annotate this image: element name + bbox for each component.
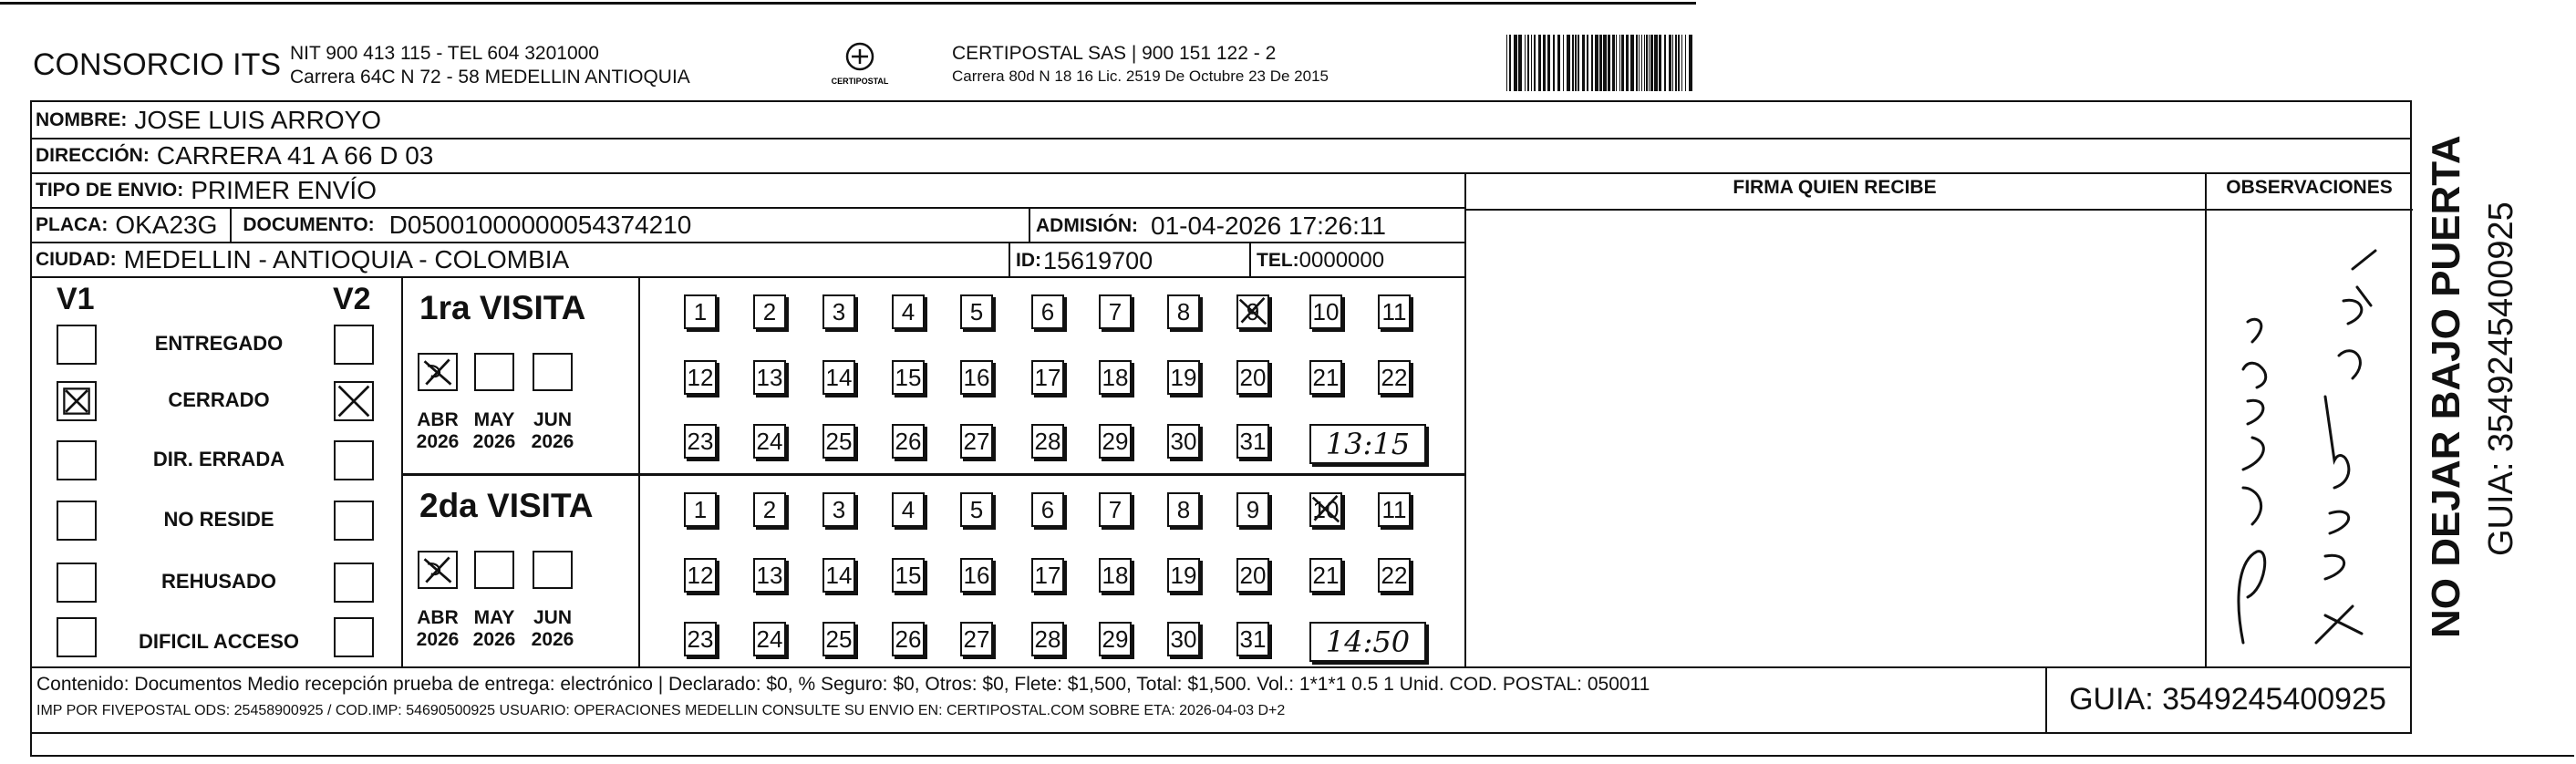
x-mark-icon — [419, 355, 456, 389]
id-label: ID: — [1016, 250, 1041, 271]
barcode-bar — [1669, 35, 1671, 91]
month-label — [465, 409, 523, 453]
day-box[interactable] — [1167, 360, 1200, 395]
status-v1-checkbox[interactable] — [57, 617, 97, 657]
day-number: 10 — [1312, 496, 1340, 523]
day-box[interactable] — [1167, 424, 1200, 459]
day-number: 8 — [1176, 298, 1191, 325]
day-number: 29 — [1102, 428, 1129, 455]
day-box[interactable] — [1236, 622, 1269, 656]
day-number: 4 — [901, 496, 916, 523]
day-box[interactable] — [1167, 622, 1200, 656]
month-year: 2026 — [531, 629, 574, 650]
day-number: 11 — [1381, 298, 1407, 325]
day-number: 3 — [832, 298, 846, 325]
firma-header: FIRMA QUIEN RECIBE — [1733, 177, 1937, 198]
barcode-bar — [1675, 35, 1677, 91]
footer-contenido: Contenido: Documentos Medio recepción prueba de entrega: electrónico | Declarado: $0, % Seguro: $0, Otros: $0, Flete: $1,500, Total: $1,500. Vol.: 1*1*1 0.5 1 Unid. COD. POSTAL: 050011 — [36, 674, 1650, 695]
tipo-label: TIPO DE ENVIO: — [36, 180, 184, 201]
day-number: 31 — [1239, 625, 1267, 653]
ciudad-value: MEDELLIN - ANTIOQUIA - COLOMBIA — [123, 245, 570, 274]
day-number: 26 — [895, 428, 922, 455]
day-box[interactable] — [684, 558, 717, 593]
barcode-bar — [1621, 35, 1624, 91]
day-number: 10 — [1312, 298, 1340, 325]
barcode-bar — [1553, 35, 1555, 91]
day-box[interactable] — [1031, 558, 1064, 593]
day-box[interactable] — [684, 424, 717, 459]
day-box[interactable] — [822, 622, 855, 656]
day-box[interactable] — [822, 492, 855, 527]
tipo-value: PRIMER ENVÍO — [191, 176, 377, 204]
tel-value: 0000000 — [1298, 248, 1385, 273]
day-box[interactable] — [1378, 492, 1411, 527]
direccion-value: CARRERA 41 A 66 D 03 — [156, 141, 434, 170]
day-number: 22 — [1381, 364, 1408, 391]
nombre-value: JOSE LUIS ARROYO — [134, 105, 382, 134]
status-label: NO RESIDE — [163, 508, 274, 531]
day-number: 25 — [825, 625, 853, 653]
day-box[interactable] — [892, 360, 925, 395]
day-number: 23 — [687, 428, 714, 455]
nombre-row — [30, 102, 2412, 139]
documento-value: D05001000000054374210 — [388, 211, 692, 239]
visit-separator — [401, 473, 1464, 476]
month-checkbox[interactable] — [533, 353, 573, 391]
day-box[interactable] — [753, 558, 786, 593]
direccion-row — [30, 139, 2412, 174]
day-box[interactable] — [1236, 424, 1269, 459]
month-label — [409, 409, 467, 453]
tel-cell — [1249, 243, 1466, 278]
status-label: DIR. ERRADA — [152, 448, 285, 470]
day-number: 16 — [963, 364, 990, 391]
barcode-bar — [1644, 35, 1645, 91]
day-number: 7 — [1108, 298, 1122, 325]
status-v2-checkbox[interactable] — [334, 617, 374, 657]
day-number: 13 — [756, 562, 783, 589]
day-number: 18 — [1102, 364, 1129, 391]
day-box[interactable] — [822, 294, 855, 329]
day-box[interactable] — [1378, 360, 1411, 395]
day-number: 27 — [963, 428, 990, 455]
day-box[interactable] — [1378, 558, 1411, 593]
month-label — [409, 607, 467, 651]
x-mark-icon — [336, 383, 372, 419]
day-box[interactable] — [822, 558, 855, 593]
status-v1-checkbox[interactable] — [57, 381, 97, 421]
barcode-bar — [1616, 35, 1617, 91]
day-number: 6 — [1040, 496, 1055, 523]
day-box[interactable] — [1099, 424, 1132, 459]
handwritten-time-box[interactable] — [1309, 424, 1426, 464]
barcode-bar — [1612, 35, 1615, 91]
status-v1-checkbox[interactable] — [57, 563, 97, 603]
barcode-bar — [1531, 35, 1532, 91]
day-number: 11 — [1381, 496, 1407, 523]
status-v1-checkbox[interactable] — [57, 325, 97, 365]
day-number: 1 — [693, 298, 708, 325]
day-number: 5 — [969, 496, 984, 523]
status-v2-checkbox[interactable] — [334, 501, 374, 541]
footer-imp: IMP POR FIVEPOSTAL ODS: 25458900925 / COD.IMP: 54690500925 USUARIO: OPERACIONES MEDELLIN CONSULTE SU ENVIO EN: CERTIPOSTAL.COM SOBRE ETA: 2026-04-03 D+2 — [36, 703, 1286, 718]
no-dejar-bajo-puerta: NO DEJAR BAJO PUERTA — [2424, 135, 2468, 638]
month-label — [523, 607, 582, 651]
day-box[interactable] — [1099, 360, 1132, 395]
day-box[interactable] — [960, 622, 993, 656]
v2-header: V2 — [333, 282, 371, 316]
month-name: JUN — [533, 607, 572, 628]
day-box[interactable] — [960, 558, 993, 593]
day-box[interactable] — [1236, 294, 1269, 329]
day-number: 5 — [969, 298, 984, 325]
barcode-bar — [1664, 35, 1666, 91]
month-year: 2026 — [531, 431, 574, 452]
day-number: 16 — [963, 562, 990, 589]
barcode-bar — [1514, 35, 1517, 91]
day-number: 28 — [1034, 625, 1061, 653]
ciudad-label: CIUDAD: — [36, 249, 117, 270]
month-checkbox[interactable] — [533, 551, 573, 589]
day-number: 1 — [693, 496, 708, 523]
status-v2-checkbox[interactable] — [334, 440, 374, 480]
barcode-bar — [1547, 35, 1550, 91]
day-number: 28 — [1034, 428, 1061, 455]
barcode-bar — [1575, 35, 1577, 91]
barcode-bar — [1636, 35, 1638, 91]
certipostal-logo — [830, 36, 890, 93]
top-rule — [0, 2, 1696, 5]
day-box[interactable] — [1378, 294, 1411, 329]
day-box[interactable] — [1167, 492, 1200, 527]
month-year: 2026 — [472, 629, 516, 650]
day-number: 17 — [1034, 562, 1061, 589]
handwritten-time: 14:50 — [1325, 625, 1411, 659]
day-number: 25 — [825, 428, 853, 455]
day-box[interactable] — [1099, 558, 1132, 593]
day-box[interactable] — [822, 424, 855, 459]
barcode-bar — [1509, 35, 1511, 91]
day-box[interactable] — [892, 558, 925, 593]
barcode-bar — [1543, 35, 1546, 91]
bottom-section-line — [30, 666, 2412, 668]
month-year: 2026 — [416, 431, 460, 452]
day-number: 9 — [1246, 496, 1260, 523]
barcode-bar — [1603, 35, 1607, 91]
barcode-bar — [1685, 35, 1686, 91]
day-box[interactable] — [753, 424, 786, 459]
month-day-divider — [638, 278, 640, 666]
barcode-bar — [1649, 35, 1650, 91]
day-number: 17 — [1034, 364, 1061, 391]
barcode-bar — [1630, 35, 1634, 91]
day-number: 13 — [756, 364, 783, 391]
day-number: 29 — [1102, 625, 1129, 653]
company-nit: NIT 900 413 115 - TEL 604 3201000 — [290, 43, 599, 64]
barcode-bar — [1506, 35, 1507, 91]
day-box[interactable] — [1309, 558, 1342, 593]
tel-label: TEL: — [1257, 250, 1299, 271]
barcode-bar — [1525, 35, 1526, 91]
month-label — [465, 607, 523, 651]
day-box[interactable] — [753, 622, 786, 656]
barcode-bar — [1659, 35, 1661, 91]
barcode-bar — [1608, 35, 1610, 91]
day-number: 7 — [1108, 496, 1122, 523]
month-year: 2026 — [416, 629, 460, 650]
day-box[interactable] — [1236, 360, 1269, 395]
day-number: 15 — [895, 562, 922, 589]
firma-left-divider — [1464, 174, 1466, 666]
day-number: 6 — [1040, 298, 1055, 325]
barcode-bar — [1587, 35, 1588, 91]
day-number: 24 — [756, 625, 783, 653]
visit-title: 2da VISITA — [419, 487, 594, 524]
barcode-bar — [1639, 35, 1640, 91]
tipo-row — [30, 174, 1464, 209]
barcode-bar — [1527, 35, 1529, 91]
month-checkbox[interactable] — [418, 551, 458, 589]
status-label: DIFICIL ACCESO — [138, 630, 299, 653]
barcode-bar — [1599, 35, 1602, 91]
day-number: 22 — [1381, 562, 1408, 589]
side-guia: GUIA: 3549245400925 — [2482, 201, 2520, 556]
month-name: MAY — [473, 409, 515, 430]
day-box[interactable] — [1031, 492, 1064, 527]
day-number: 8 — [1176, 496, 1191, 523]
month-checkbox[interactable] — [474, 353, 514, 391]
certipostal-sub: Carrera 80d N 18 16 Lic. 2519 De Octubre 23 De 2015 — [952, 67, 1329, 85]
day-number: 31 — [1239, 428, 1267, 455]
day-box[interactable] — [753, 492, 786, 527]
barcode-bar — [1681, 35, 1682, 91]
day-number: 30 — [1170, 428, 1197, 455]
cross-out-icon — [1238, 296, 1267, 327]
barcode-bar — [1646, 35, 1648, 91]
day-box[interactable] — [892, 622, 925, 656]
day-number: 19 — [1170, 364, 1197, 391]
v1-header: V1 — [57, 282, 95, 316]
month-name: JUN — [533, 409, 572, 430]
status-v2-checkbox[interactable] — [334, 563, 374, 603]
day-box[interactable] — [684, 622, 717, 656]
day-number: 12 — [687, 562, 714, 589]
admision-value: 01-04-2026 17:26:11 — [1151, 212, 1386, 240]
status-label: REHUSADO — [161, 570, 276, 593]
barcode-bar — [1672, 35, 1673, 91]
day-box[interactable] — [1309, 294, 1342, 329]
firma-header-underline — [1464, 209, 2413, 211]
day-number: 2 — [762, 298, 777, 325]
barcode-bar — [1572, 35, 1574, 91]
day-box[interactable] — [1031, 424, 1064, 459]
day-box[interactable] — [1236, 492, 1269, 527]
day-box[interactable] — [1099, 622, 1132, 656]
handwritten-time-box[interactable] — [1309, 622, 1426, 662]
cross-out-icon — [1311, 494, 1340, 525]
certipostal-line: CERTIPOSTAL SAS | 900 151 122 - 2 — [952, 43, 1277, 64]
observaciones-header: OBSERVACIONES — [2226, 177, 2393, 198]
day-box[interactable] — [1236, 558, 1269, 593]
day-box[interactable] — [1309, 492, 1342, 527]
status-v1-checkbox[interactable] — [57, 501, 97, 541]
day-box[interactable] — [960, 424, 993, 459]
day-box[interactable] — [1031, 360, 1064, 395]
id-value: 15619700 — [1043, 246, 1154, 274]
day-number: 18 — [1102, 562, 1129, 589]
day-box[interactable] — [892, 492, 925, 527]
barcode-bar — [1582, 35, 1585, 91]
barcode-bar — [1567, 35, 1570, 91]
status-v1-checkbox[interactable] — [57, 440, 97, 480]
month-checkbox[interactable] — [474, 551, 514, 589]
month-label — [523, 409, 582, 453]
documento-label: DOCUMENTO: — [243, 214, 375, 235]
day-box[interactable] — [892, 294, 925, 329]
placa-value: OKA23G — [115, 211, 218, 239]
status-divider — [401, 278, 403, 666]
barcode-bar — [1578, 35, 1579, 91]
month-name: MAY — [473, 607, 515, 628]
logo-wordmark: CERTIPOSTAL — [831, 77, 889, 86]
day-box[interactable] — [1309, 360, 1342, 395]
barcode-bar — [1595, 35, 1598, 91]
x-mark-icon — [58, 383, 95, 419]
day-number: 24 — [756, 428, 783, 455]
month-name: ABR — [417, 607, 459, 628]
day-box[interactable] — [1031, 622, 1064, 656]
barcode-bar — [1641, 35, 1642, 91]
day-box[interactable] — [822, 360, 855, 395]
x-mark-icon — [419, 552, 456, 587]
day-box[interactable] — [892, 424, 925, 459]
day-box[interactable] — [753, 360, 786, 395]
barcode-bar — [1534, 35, 1536, 91]
barcode — [1505, 35, 1696, 91]
day-number: 3 — [832, 496, 846, 523]
barcode-bar — [1591, 35, 1593, 91]
visit-title: 1ra VISITA — [419, 289, 586, 326]
barcode-bar — [1538, 35, 1541, 91]
barcode-bar — [1626, 35, 1629, 91]
obs-left-divider — [2205, 174, 2207, 666]
observaciones-handwriting — [2216, 214, 2407, 661]
barcode-bar — [1619, 35, 1620, 91]
day-box[interactable] — [960, 294, 993, 329]
day-box[interactable] — [1031, 294, 1064, 329]
admision-cell — [1029, 209, 1466, 243]
day-box[interactable] — [684, 360, 717, 395]
barcode-bar — [1654, 35, 1658, 91]
day-number: 19 — [1170, 562, 1197, 589]
day-box[interactable] — [753, 294, 786, 329]
nombre-label: NOMBRE: — [36, 108, 128, 130]
placa-label: PLACA: — [36, 214, 109, 235]
month-checkbox[interactable] — [418, 353, 458, 391]
day-box[interactable] — [684, 492, 717, 527]
direccion-label: DIRECCIÓN: — [36, 145, 150, 166]
month-year: 2026 — [472, 431, 516, 452]
day-box[interactable] — [684, 294, 717, 329]
day-number: 20 — [1239, 562, 1267, 589]
bottom-strip — [30, 734, 2574, 757]
barcode-bar — [1678, 35, 1680, 91]
status-v2-checkbox[interactable] — [334, 381, 374, 421]
day-number: 14 — [825, 562, 853, 589]
day-box[interactable] — [1167, 558, 1200, 593]
day-number: 26 — [895, 625, 922, 653]
day-box[interactable] — [1099, 294, 1132, 329]
day-number: 15 — [895, 364, 922, 391]
day-number: 12 — [687, 364, 714, 391]
barcode-bar — [1518, 35, 1522, 91]
id-cell — [1009, 243, 1251, 278]
day-number: 21 — [1312, 562, 1340, 589]
footer-guia: GUIA: 3549245400925 — [2069, 682, 2386, 717]
day-number: 2 — [762, 496, 777, 523]
day-number: 21 — [1312, 364, 1340, 391]
day-box[interactable] — [1099, 492, 1132, 527]
day-box[interactable] — [960, 360, 993, 395]
status-v2-checkbox[interactable] — [334, 325, 374, 365]
day-number: 30 — [1170, 625, 1197, 653]
day-number: 9 — [1246, 298, 1260, 325]
status-label: CERRADO — [168, 388, 270, 411]
month-name: ABR — [417, 409, 459, 430]
company-name: CONSORCIO ITS — [33, 47, 282, 82]
day-number: 14 — [825, 364, 853, 391]
day-box[interactable] — [960, 492, 993, 527]
day-number: 20 — [1239, 364, 1267, 391]
admision-label: ADMISIÓN: — [1036, 215, 1138, 236]
day-number: 23 — [687, 625, 714, 653]
company-address: Carrera 64C N 72 - 58 MEDELLIN ANTIOQUIA — [290, 67, 690, 88]
day-box[interactable] — [1167, 294, 1200, 329]
handwritten-time: 13:15 — [1325, 427, 1411, 461]
barcode-bar — [1557, 35, 1560, 91]
barcode-bar — [1689, 35, 1692, 91]
day-number: 27 — [963, 625, 990, 653]
status-label: ENTREGADO — [154, 332, 284, 355]
barcode-bar — [1650, 35, 1653, 91]
day-number: 4 — [901, 298, 916, 325]
barcode-bar — [1563, 35, 1564, 91]
